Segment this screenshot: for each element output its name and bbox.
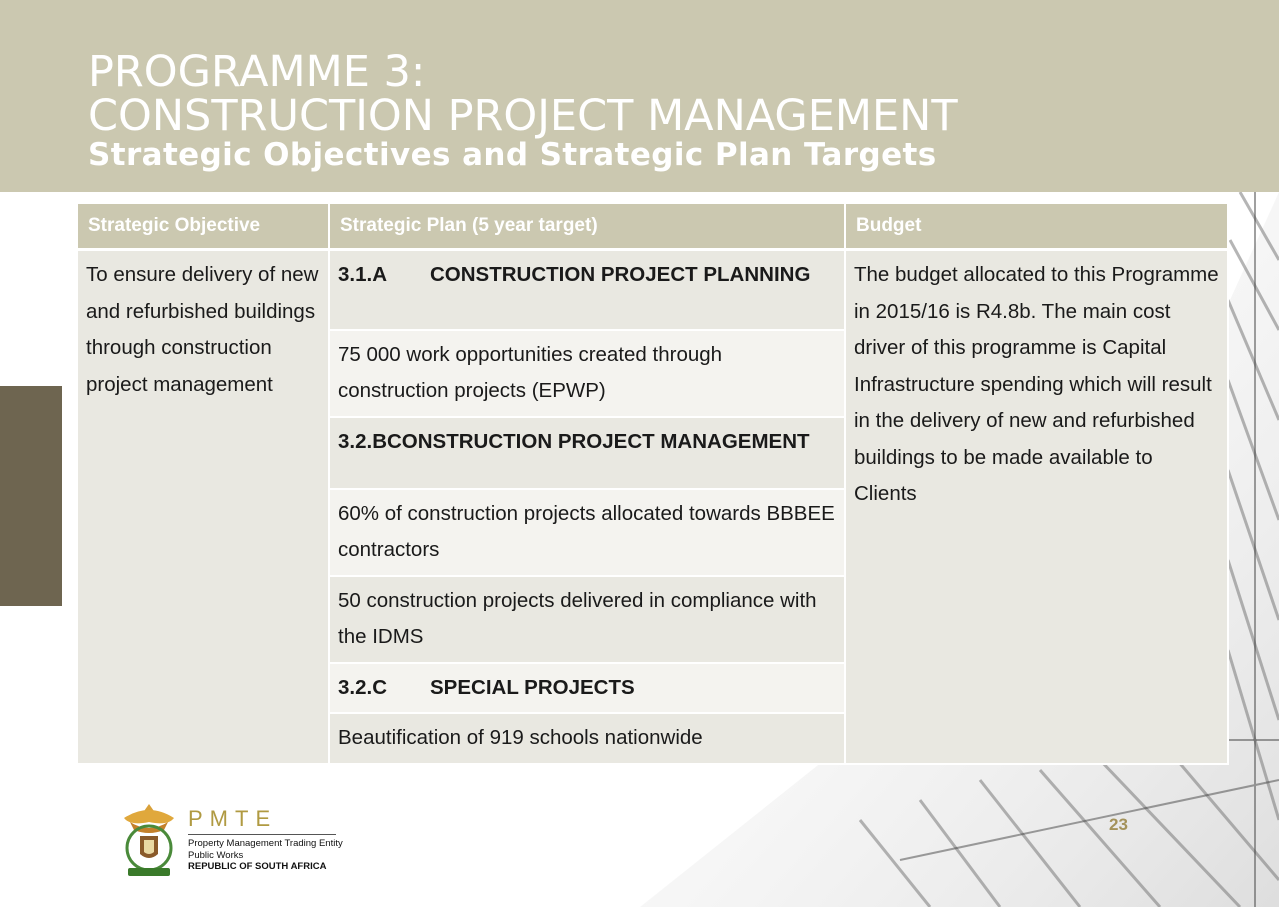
side-accent-block (0, 386, 62, 606)
plan-cell: 50 construction projects delivered in compliance with the IDMS (329, 576, 845, 663)
coat-of-arms-logo (116, 800, 182, 880)
table-header-row (78, 204, 1228, 250)
header-strategic-objective: Strategic Objective (78, 204, 329, 250)
pmte-line-2: Public Works (188, 850, 244, 861)
pmte-logo-text: PMTE (188, 806, 278, 831)
table-row (78, 250, 1228, 330)
plan-code: 3.2.C (338, 675, 387, 699)
plan-code: 3.1.A (338, 263, 387, 286)
pmte-line-1: Property Management Trading Entity (188, 838, 343, 849)
objectives-table (78, 204, 1229, 765)
plan-cell (329, 663, 845, 714)
plan-cell: Beautification of 919 schools nationwide (329, 713, 845, 764)
plan-heading: SPECIAL PROJECTS (430, 675, 635, 699)
pmte-line-3: REPUBLIC OF SOUTH AFRICA (188, 861, 327, 872)
title-line-1: PROGRAMME 3: (88, 47, 426, 97)
plan-cell: 3.2.BCONSTRUCTION PROJECT MANAGEMENT (329, 417, 845, 489)
objective-cell: To ensure delivery of new and refurbished buildings through construction project management (78, 250, 329, 764)
header-strategic-plan: Strategic Plan (5 year target) (329, 204, 845, 250)
subtitle: Strategic Objectives and Strategic Plan Targets (88, 137, 937, 173)
plan-cell: 75 000 work opportunities created through construction projects (EPWP) (329, 330, 845, 417)
page-number: 23 (1109, 815, 1128, 834)
header-budget: Budget (845, 204, 1228, 250)
plan-heading: CONSTRUCTION PROJECT PLANNING (430, 263, 811, 286)
pmte-divider (188, 834, 336, 835)
title-line-2: CONSTRUCTION PROJECT MANAGEMENT (88, 91, 958, 141)
plan-cell: 60% of construction projects allocated towards BBBEE contractors (329, 489, 845, 576)
header-bar (0, 0, 1279, 192)
budget-cell: The budget allocated to this Programme in 2015/16 is R4.8b. The main cost driver of this programme is Capital Infrastructure spending which will result in the delivery of new and refurbished buildings to be made available to Clients (845, 250, 1228, 764)
plan-cell (329, 250, 845, 330)
